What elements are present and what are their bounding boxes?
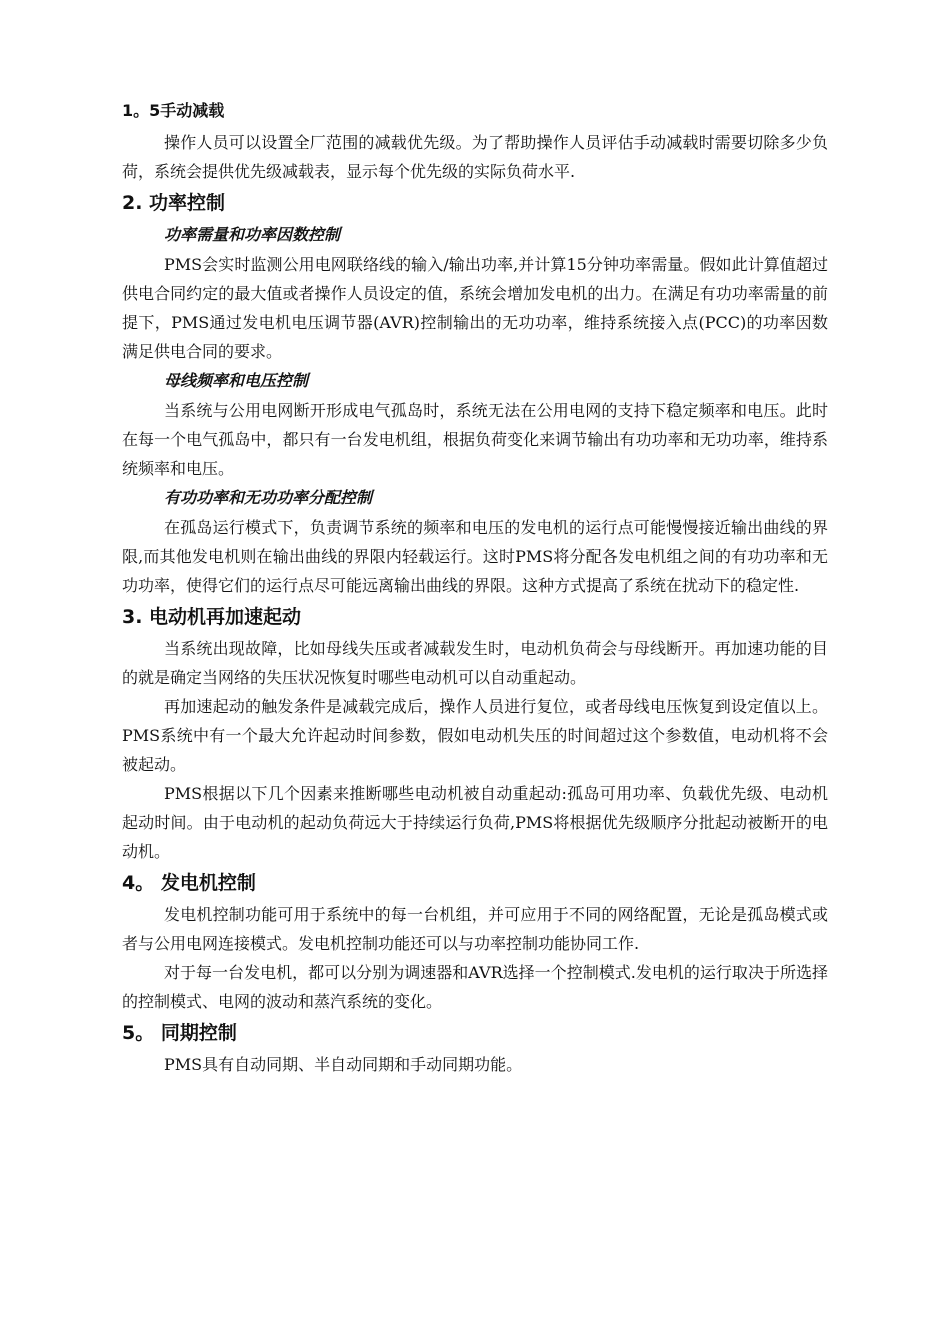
paragraph: 对于每一台发电机，都可以分别为调速器和AVR选择一个控制模式.发电机的运行取决于所选择的控制模式、电网的波动和蒸汽系统的变化。 — [122, 963, 828, 1011]
subheading-bus-frequency: 母线频率和电压控制 — [164, 371, 309, 390]
paragraph: 在孤岛运行模式下，负责调节系统的频率和电压的发电机的运行点可能慢慢接近输出曲线的界限,而其他发电机则在输出曲线的界限内轻载运行。这时PMS将分配各发电机组之间的有功功率和无功功率，使得它们的运行点尽可能远离输出曲线的界限。这种方式提高了系统在扰动下的稳定性. — [122, 518, 828, 595]
document-page — [122, 96, 828, 1079]
paragraph: PMS具有自动同期、半自动同期和手动同期功能。 — [164, 1055, 523, 1074]
paragraph: PMS会实时监测公用电网联络线的输入/输出功率,并计算15分钟功率需量。假如此计算值超过供电合同约定的最大值或者操作人员设定的值，系统会增加发电机的出力。在满足有功功率需量的前提下，PMS通过发电机电压调节器(AVR)控制输出的无功功率，维持系统接入点(PCC)的功率因数满足供电合同的要求。 — [122, 255, 828, 361]
paragraph: 发电机控制功能可用于系统中的每一台机组，并可应用于不同的网络配置，无论是孤岛模式或者与公用电网连接模式。发电机控制功能还可以与功率控制功能协同工作. — [122, 905, 828, 953]
section-heading-4: 4。 发电机控制 — [122, 872, 256, 894]
paragraph: 操作人员可以设置全厂范围的减载优先级。为了帮助操作人员评估手动减载时需要切除多少负荷，系统会提供优先级减载表，显示每个优先级的实际负荷水平. — [122, 133, 828, 181]
section-heading-5: 5。 同期控制 — [122, 1022, 237, 1044]
section-heading-1-5: 1。5手动减载 — [122, 101, 225, 120]
paragraph: 再加速起动的触发条件是减载完成后，操作人员进行复位，或者母线电压恢复到设定值以上。PMS系统中有一个最大允许起动时间参数，假如电动机失压的时间超过这个参数值，电动机将不会被起动。 — [122, 697, 828, 774]
subheading-power-demand: 功率需量和功率因数控制 — [164, 225, 341, 244]
paragraph: PMS根据以下几个因素来推断哪些电动机被自动重起动:孤岛可用功率、负载优先级、电动机起动时间。由于电动机的起动负荷远大于持续运行负荷,PMS将根据优先级顺序分批起动被断开的电动机。 — [122, 784, 828, 861]
subheading-power-sharing: 有功功率和无功功率分配控制 — [164, 488, 373, 507]
section-heading-3: 3. 电动机再加速起动 — [122, 606, 302, 628]
paragraph: 当系统出现故障，比如母线失压或者减载发生时，电动机负荷会与母线断开。再加速功能的目的就是确定当网络的失压状况恢复时哪些电动机可以自动重起动。 — [122, 639, 828, 687]
section-heading-2: 2. 功率控制 — [122, 192, 226, 214]
paragraph: 当系统与公用电网断开形成电气孤岛时，系统无法在公用电网的支持下稳定频率和电压。此时在每一个电气孤岛中，都只有一台发电机组，根据负荷变化来调节输出有功功率和无功功率，维持系统频率和电压。 — [122, 401, 828, 478]
